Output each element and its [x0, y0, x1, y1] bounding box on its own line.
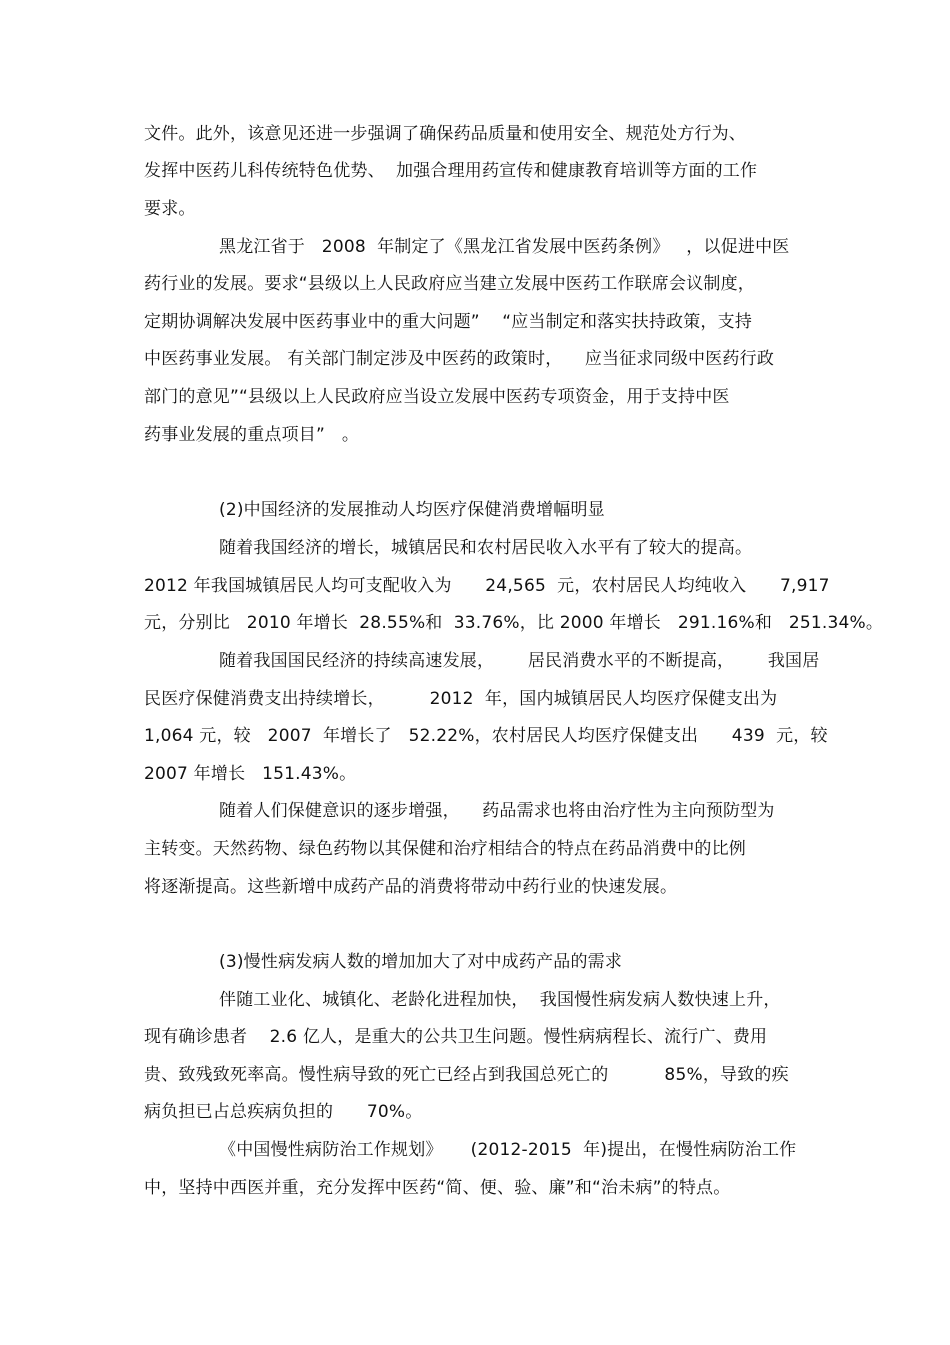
paragraph-line: 伴随工业化、城镇化、老龄化进程加快， 我国慢性病发病人数快速上升，	[219, 990, 781, 1010]
paragraph-line: 民医疗保健消费支出持续增长， 2012 年，国内城镇居民人均医疗保健支出为	[144, 689, 778, 709]
paragraph-line: 随着我国国民经济的持续高速发展， 居民消费水平的不断提高， 我国居	[219, 651, 820, 671]
section-heading: (3)慢性病发病人数的增加加大了对中成药产品的需求	[219, 952, 623, 972]
paragraph-line: 定期协调解决发展中医药事业中的重大问题” “应当制定和落实扶持政策，支持	[144, 312, 753, 332]
section-heading: (2)中国经济的发展推动人均医疗保健消费增幅明显	[219, 500, 605, 520]
paragraph-line: 2007 年增长 151.43%。	[144, 764, 357, 784]
paragraph-line: 病负担已占总疾病负担的 70%。	[144, 1102, 423, 1122]
paragraph-line: 随着人们保健意识的逐步增强， 药品需求也将由治疗性为主向预防型为	[219, 801, 775, 821]
paragraph-line: 黑龙江省于 2008 年制定了《黑龙江省发展中医药条例》 ，以促进中医	[219, 237, 790, 257]
paragraph-line: 贵、致残致死率高。慢性病导致的死亡已经占到我国总死亡的 85%，导致的疾	[144, 1065, 789, 1085]
paragraph-line: 《中国慢性病防治工作规划》 (2012-2015 年)提出，在慢性病防治工作	[219, 1140, 797, 1160]
paragraph-line: 将逐渐提高。这些新增中成药产品的消费将带动中药行业的快速发展。	[144, 877, 678, 897]
paragraph-line: 药事业发展的重点项目” 。	[144, 425, 360, 445]
paragraph-line: 2012 年我国城镇居民人均可支配收入为 24,565 元，农村居民人均纯收入 7,917	[144, 576, 830, 596]
paragraph-line: 要求。	[144, 199, 196, 219]
paragraph-line: 药行业的发展。要求“县级以上人民政府应当建立发展中医药工作联席会议制度，	[144, 274, 756, 294]
paragraph-line: 元，分别比 2010 年增长 28.55%和 33.76%，比 2000 年增长 291.16%和 251.34%。	[144, 613, 884, 633]
paragraph-line: 现有确诊患者 2.6 亿人，是重大的公共卫生问题。慢性病病程长、流行广、费用	[144, 1027, 768, 1047]
paragraph-line: 主转变。天然药物、绿色药物以其保健和治疗相结合的特点在药品消费中的比例	[144, 839, 746, 859]
paragraph-line: 部门的意见”“县级以上人民政府应当设立发展中医药专项资金，用于支持中医	[144, 387, 730, 407]
paragraph-line: 中，坚持中西医并重，充分发挥中医药“简、便、验、廉”和“治未病”的特点。	[144, 1178, 731, 1198]
paragraph-line: 文件。此外，该意见还进一步强调了确保药品质量和使用安全、规范处方行为、	[144, 124, 746, 144]
paragraph-line: 随着我国经济的增长，城镇居民和农村居民收入水平有了较大的提高。	[219, 538, 753, 558]
paragraph-line: 发挥中医药儿科传统特色优势、 加强合理用药宣传和健康教育培训等方面的工作	[144, 161, 758, 181]
paragraph-line: 1,064 元，较 2007 年增长了 52.22%，农村居民人均医疗保健支出 439 元，较	[144, 726, 828, 746]
paragraph-line: 中医药事业发展。 有关部门制定涉及中医药的政策时， 应当征求同级中医药行政	[144, 349, 775, 369]
